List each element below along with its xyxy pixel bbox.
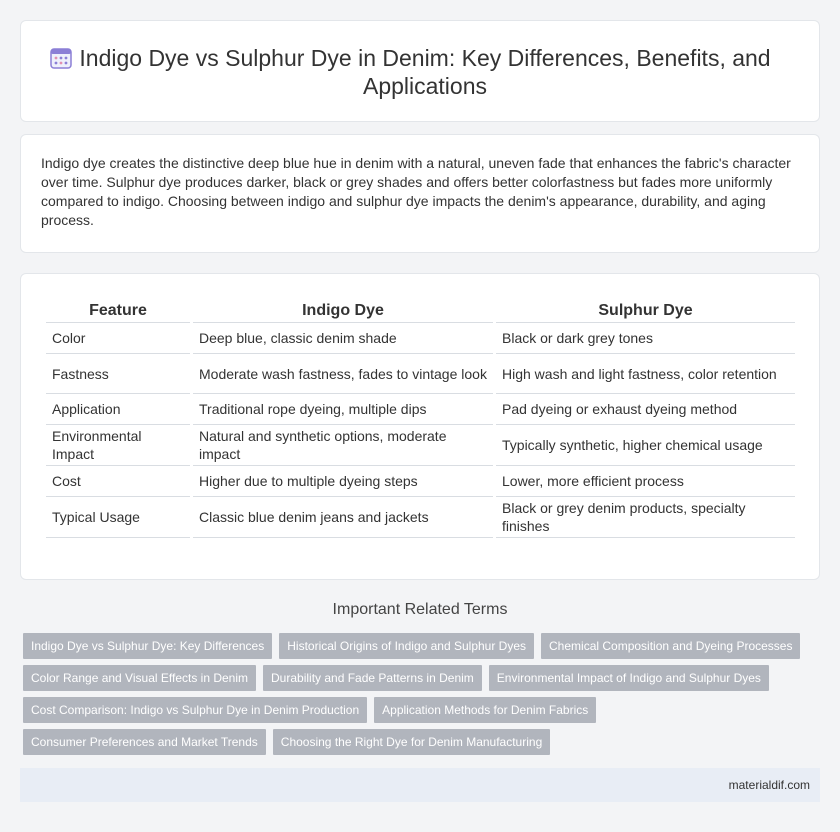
header-feature: Feature xyxy=(46,297,190,323)
table-cell: Lower, more efficient process xyxy=(496,466,795,497)
intro-card xyxy=(20,134,820,253)
table-cell: Classic blue denim jeans and jackets xyxy=(193,497,493,538)
related-term-tag[interactable]: Color Range and Visual Effects in Denim xyxy=(23,665,256,691)
table-cell: Traditional rope dyeing, multiple dips xyxy=(193,394,493,425)
table-row xyxy=(46,354,795,394)
table-cell: Fastness xyxy=(46,354,190,394)
related-term-tag[interactable]: Historical Origins of Indigo and Sulphur Dyes xyxy=(279,633,534,659)
table-cell: Environmental Impact xyxy=(46,425,190,466)
table-cell: Pad dyeing or exhaust dyeing method xyxy=(496,394,795,425)
related-term-tag[interactable]: Consumer Preferences and Market Trends xyxy=(23,729,266,755)
related-term-tag[interactable]: Environmental Impact of Indigo and Sulphur Dyes xyxy=(489,665,769,691)
related-term-tag[interactable]: Cost Comparison: Indigo vs Sulphur Dye in Denim Production xyxy=(23,697,367,723)
table-row xyxy=(46,394,795,425)
table-row xyxy=(46,425,795,466)
related-term-tag[interactable]: Choosing the Right Dye for Denim Manufacturing xyxy=(273,729,550,755)
comparison-table xyxy=(43,297,798,538)
footer xyxy=(20,768,820,802)
related-term-tag[interactable]: Durability and Fade Patterns in Denim xyxy=(263,665,482,691)
intro-paragraph: Indigo dye creates the distinctive deep blue hue in denim with a natural, uneven fade that enhances the fabric's character over time. Sulphur dye produces darker, black or grey shades and offers better colorfastness but fades more uniformly compared to indigo. Choosing between indigo and sulphur dye impacts the denim's appearance, durability, and aging process. xyxy=(41,155,791,228)
table-cell: Application xyxy=(46,394,190,425)
table-row xyxy=(46,466,795,497)
table-header-row xyxy=(46,297,795,323)
header-indigo-dye: Indigo Dye xyxy=(193,297,493,323)
table-cell: Higher due to multiple dyeing steps xyxy=(193,466,493,497)
page-title: Indigo Dye vs Sulphur Dye in Denim: Key Differences, Benefits, and Applications xyxy=(79,45,771,99)
table-cell: Black or dark grey tones xyxy=(496,323,795,354)
related-term-tag[interactable]: Application Methods for Denim Fabrics xyxy=(374,697,596,723)
table-cell: Typically synthetic, higher chemical usage xyxy=(496,425,795,466)
table-cell: Natural and synthetic options, moderate impact xyxy=(193,425,493,466)
table-cell: Black or grey denim products, specialty finishes xyxy=(496,497,795,538)
table-cell: Cost xyxy=(46,466,190,497)
related-terms-list xyxy=(23,633,803,755)
related-term-tag[interactable]: Indigo Dye vs Sulphur Dye: Key Differences xyxy=(23,633,272,659)
table-cell: Typical Usage xyxy=(46,497,190,538)
table-row xyxy=(46,497,795,538)
table-cell: Color xyxy=(46,323,190,354)
related-term-tag[interactable]: Chemical Composition and Dyeing Processes xyxy=(541,633,800,659)
table-cell: High wash and light fastness, color retention xyxy=(496,354,795,394)
related-terms-title: Important Related Terms xyxy=(332,601,508,618)
comparison-table-card xyxy=(20,273,820,580)
table-cell: Deep blue, classic denim shade xyxy=(193,323,493,354)
header-sulphur-dye: Sulphur Dye xyxy=(496,297,795,323)
footer-site-link[interactable]: materialdif.com xyxy=(728,778,810,792)
header-card xyxy=(20,20,820,122)
table-row xyxy=(46,323,795,354)
table-cell: Moderate wash fastness, fades to vintage look xyxy=(193,354,493,394)
